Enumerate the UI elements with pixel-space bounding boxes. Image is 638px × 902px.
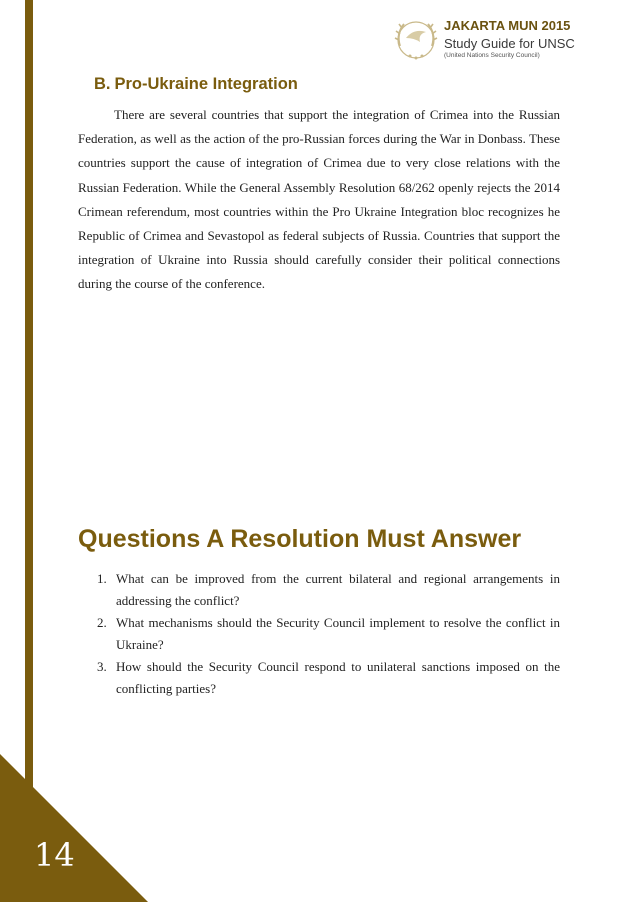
list-item-number: 1. xyxy=(97,571,107,586)
section-heading xyxy=(94,75,298,94)
question-list xyxy=(78,568,560,700)
page-number: 14 xyxy=(34,836,75,874)
corner-triangle xyxy=(0,754,148,902)
header-title: JAKARTA MUN 2015 xyxy=(444,18,571,33)
list-item-number: 3. xyxy=(97,659,107,674)
list-item-text: What mechanisms should the Security Council implement to resolve the conflict in Ukraine? xyxy=(116,615,560,652)
laurel-dove-emblem-icon xyxy=(390,16,442,66)
header-subtitle: Study Guide for UNSC xyxy=(444,36,575,51)
section-marker: B. xyxy=(94,75,111,93)
list-item-number: 2. xyxy=(97,615,107,630)
list-item xyxy=(78,612,560,656)
list-item xyxy=(78,656,560,700)
list-item xyxy=(78,568,560,612)
list-item-text: How should the Security Council respond to unilateral sanctions imposed on the conflicting parties? xyxy=(116,659,560,696)
list-item-text: What can be improved from the current bilateral and regional arrangements in addressing the conflict? xyxy=(116,571,560,608)
section-title: Pro-Ukraine Integration xyxy=(114,75,298,93)
questions-heading: Questions A Resolution Must Answer xyxy=(78,525,522,553)
page-header xyxy=(390,14,590,66)
header-note: (United Nations Security Council) xyxy=(444,52,540,59)
section-paragraph: There are several countries that support the integration of Crimea into the Russian Federation, as well as the action of the pro-Russian forces during the War in Donbass. These countries support the cause of integration of Crimea due to very close relations with the Russian Federation. While the General Assembly Resolution 68/262 openly rejects the 2014 Crimean referendum, most countries within the Pro Ukraine Integration bloc recognizes he Republic of Crimea and Sevastopol as federal subjects of Russia. Countries that support the integration of Ukraine into Russia should carefully consider their political connections during the course of the conference. xyxy=(78,107,560,292)
